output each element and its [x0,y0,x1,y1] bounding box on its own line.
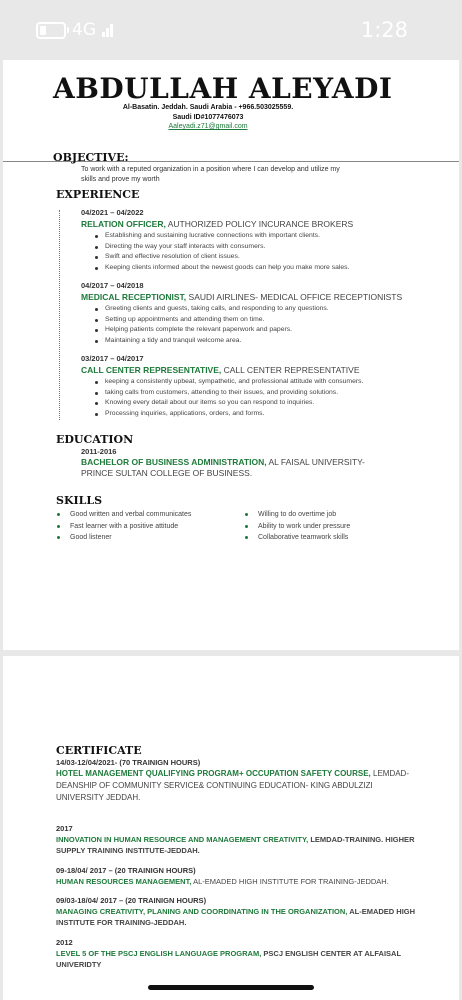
list-item: keeping a consistently upbeat, sympathetic, and professional attitude with consumers. [81,377,363,388]
certificate-item [56,757,416,804]
certificate-heading: CERTIFICATE [56,744,142,757]
skill-item: Willing to do overtime job [244,509,350,521]
job-position: CALL CENTER REPRESENTATIVE, [81,365,222,375]
degree-name: BACHELOR OF BUSINESS ADMINISTRATION, [81,457,267,467]
certificate-item [56,865,416,887]
list-item: Directing the way your staff interacts with consumers. [81,242,349,253]
battery-icon [36,22,66,39]
job-title [81,292,402,302]
job-duties [81,231,349,273]
job-employer: CALL CENTER REPRESENTATIVE [221,365,360,375]
certificate-issuer: PSCJ ENGLISH CENTER AT ALFAISAL UNIVERIDTY [56,949,401,969]
job-position: MEDICAL RECEPTIONIST, [81,292,187,302]
job-duties [81,377,363,419]
certificate-item [56,895,416,928]
skills-list-right [244,509,350,544]
address-line: Al-Basatin. Jeddah. Saudi Arabia - +966.503025559. [122,104,294,111]
skill-item: Fast learner with a positive attitude [56,521,191,533]
job-employer: AUTHORIZED POLICY INCURANCE BROKERS [165,219,354,229]
certificate-issuer: LEMDAD-TRAINING. HIGHER SUPPLY TRAINING INSTITUTE-JEDDAH. [56,835,415,855]
objective-line: To work with a reputed organization in a position where I can develop and utilize my [81,166,340,173]
signal-icon [102,23,112,37]
resume-page-1 [3,60,459,650]
experience-heading: EXPERIENCE [56,188,140,201]
skill-item: Good listener [56,532,191,544]
certificate-issuer: AL-EMADED HIGH INSTITUTE FOR TRAINING-JEDDAH. [191,877,389,886]
skills-list-left [56,509,191,544]
list-item: Swift and effective resolution of client issues. [81,252,349,263]
certificate-title: INNOVATION IN HUMAN RESOURCE AND MANAGEMENT CREATIVITY, [56,835,309,844]
timeline-line [59,210,60,420]
job-title [81,219,353,229]
certificate-date: 09-18/04/ 2017 – (20 TRAINIGN HOURS) [56,866,196,875]
objective-heading: OBJECTIVE: [53,151,129,164]
objective-line: skills and prove my worth [81,175,160,183]
status-left [36,20,112,40]
job-employer: SAUDI AIRLINES- MEDICAL OFFICE RECEPTIONISTS [186,292,403,302]
resume-page-2 [3,656,459,1000]
network-label: 4G [72,20,96,40]
certificate-title: HUMAN RESOURCES MANAGEMENT, [56,877,192,886]
certificate-item [56,937,416,970]
certificate-date: 2012 [56,938,73,947]
education-heading: EDUCATION [56,433,134,446]
school-name: AL FAISAL UNIVERSITY-PRINCE SULTAN COLLEGE OF BUSINESS. [81,457,365,478]
skill-item: Good written and verbal communicates [56,509,191,521]
list-item: Greeting clients and guests, taking calls, and responding to any questions. [81,304,329,315]
list-item: Establishing and sustaining lucrative connections with important clients. [81,231,349,242]
education-degree [81,457,381,479]
status-time: 1:28 [360,18,408,42]
list-item: Helping patients complete the relevant paperwork and papers. [81,325,329,336]
saudi-id-line: Saudi ID#1077476073 [172,113,244,121]
list-item: Knowing every detail about our items so you can respond to inquiries. [81,398,363,409]
job-dates: 04/2017 – 04/2018 [81,281,144,290]
skills-heading: SKILLS [56,494,103,507]
list-item: Keeping clients informed about the newest goods can help you make more sales. [81,263,349,274]
objective-text [81,165,381,184]
skill-item: Collaborative teamwork skills [244,532,350,544]
list-item: Processing inquiries, applications, orders, and forms. [81,409,363,420]
job-position: RELATION OFFICER, [81,219,166,229]
email-link[interactable]: Aaleyadi.z71@gmail.com [168,123,248,130]
job-dates: 03/2017 – 04/2017 [81,354,144,363]
status-bar [0,0,462,58]
candidate-name: ABDULLAH ALEYADI [53,72,393,105]
contact-block [113,103,303,132]
job-title [81,365,360,375]
certificate-title: MANAGING CREATIVITY, PLANING AND COORDINATING IN THE ORGANIZATION, [56,907,348,916]
certificate-issuer: AL-EMADED HIGH INSTITUTE FOR TRAINING-JEDDAH. [56,907,416,927]
certificate-date: 09/03-18/04/ 2017 – (20 TRAINIGN HOURS) [56,896,207,905]
certificate-title: LEVEL 5 OF THE PSCJ ENGLISH LANGUAGE PROGRAM, [56,949,262,958]
home-indicator[interactable] [148,985,314,990]
certificate-item [56,823,416,856]
list-item: Maintaining a tidy and tranquil welcome area. [81,336,329,347]
skill-item: Ability to work under pressure [244,521,350,533]
certificate-issuer: LEMDAD-DEANSHIP OF COMMUNITY SERVICE& CONTINUING EDUCATION- KING ABDULZIZI UNIVERSITY JEDDAH. [56,769,409,802]
list-item: taking calls from customers, attending to their issues, and providing solutions. [81,388,363,399]
job-dates: 04/2021 – 04/2022 [81,208,144,217]
list-item: Setting up appointments and attending them on time. [81,315,329,326]
certificate-date: 14/03-12/04/2021- (70 TRAINIGN HOURS) [56,758,201,767]
certificate-date: 2017 [56,824,73,833]
job-duties [81,304,329,346]
education-years: 2011-2016 [81,447,117,456]
certificate-title: HOTEL MANAGEMENT QUALIFYING PROGRAM+ OCCUPATION SAFETY COURSE, [56,769,371,778]
